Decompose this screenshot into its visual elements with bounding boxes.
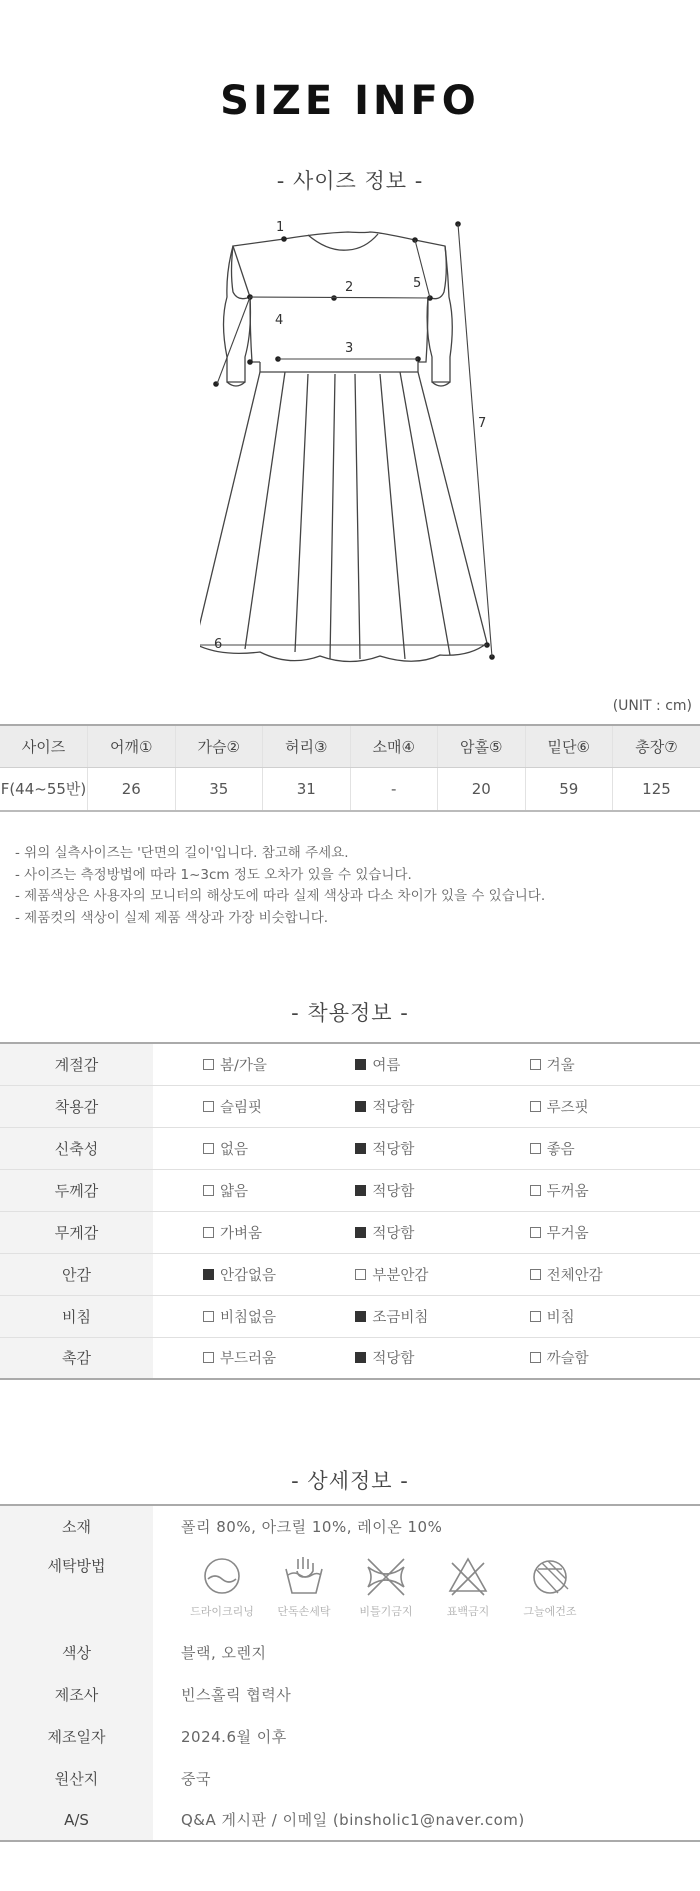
size-header-cell: 소매④ (350, 725, 438, 767)
fit-label: 비침 (0, 1295, 153, 1337)
detail-row-origin (0, 1757, 700, 1799)
fit-option (530, 1222, 589, 1243)
fit-option-cell (518, 1211, 700, 1253)
fit-row (0, 1295, 700, 1337)
fit-option (203, 1096, 262, 1117)
note-item: - 제품컷의 색상이 실제 제품 색상과 가장 비슷합니다. (15, 909, 329, 926)
fit-option-cell (153, 1337, 335, 1379)
fit-option (530, 1264, 603, 1285)
fit-label: 안감 (0, 1253, 153, 1295)
fit-option-label: 없음 (220, 1141, 249, 1158)
page-title: SIZE INFO (220, 78, 480, 124)
fit-option-cell (335, 1043, 517, 1085)
fit-option (355, 1222, 414, 1243)
size-section-heading: - 사이즈 정보 - (276, 169, 424, 193)
detail-row-color (0, 1631, 700, 1673)
unchecked-box-icon (530, 1059, 541, 1070)
fit-label: 신축성 (0, 1127, 153, 1169)
fit-option (203, 1306, 276, 1327)
fit-option-cell (518, 1253, 700, 1295)
fit-option-cell (518, 1295, 700, 1337)
fit-option (355, 1347, 414, 1368)
wash-caption: 단독손세탁 (277, 1605, 331, 1618)
detail-row-material (0, 1505, 700, 1547)
unchecked-box-icon (530, 1101, 541, 1112)
size-table-header (0, 725, 700, 767)
size-header-cell: 밑단⑥ (525, 725, 613, 767)
fit-option-cell (518, 1043, 700, 1085)
size-header-cell: 사이즈 (0, 725, 88, 767)
fit-row (0, 1043, 700, 1085)
fit-option (530, 1138, 575, 1159)
size-cell: 35 (175, 767, 263, 811)
fit-option-label: 적당함 (372, 1099, 415, 1116)
fit-option-label: 두꺼움 (546, 1183, 589, 1200)
wash-icons (153, 1547, 700, 1619)
fit-option-label: 슬림핏 (220, 1099, 263, 1116)
fit-option (203, 1347, 276, 1368)
unit-label: (UNIT : cm) (612, 698, 692, 714)
fit-option-cell (153, 1211, 335, 1253)
note-item: - 위의 실측사이즈는 '단면의 길이'입니다. 참고해 주세요. (15, 845, 349, 861)
fit-option (530, 1347, 589, 1368)
unchecked-box-icon (530, 1227, 541, 1238)
fit-row (0, 1211, 700, 1253)
fit-option (203, 1222, 262, 1243)
wash-item (263, 1555, 345, 1619)
fit-option-label: 적당함 (372, 1141, 415, 1158)
fit-row (0, 1253, 700, 1295)
fit-option-label: 겨울 (546, 1057, 575, 1074)
fit-option (355, 1096, 414, 1117)
wash-caption: 비틀기금지 (359, 1605, 413, 1618)
wash-item (509, 1555, 591, 1619)
fit-option (203, 1054, 267, 1075)
fit-option-label: 무거움 (546, 1225, 589, 1242)
dress-illustration (200, 212, 520, 682)
fit-option (530, 1054, 575, 1075)
shade-dry-icon (528, 1555, 572, 1597)
fit-option-cell (518, 1169, 700, 1211)
detail-row-date (0, 1715, 700, 1757)
checked-box-icon (355, 1101, 366, 1112)
fit-option-cell (518, 1085, 700, 1127)
detail-row-washing (0, 1547, 700, 1631)
unchecked-box-icon (203, 1311, 214, 1322)
fit-row (0, 1337, 700, 1379)
dry-clean-icon (200, 1555, 244, 1597)
no-wring-icon (364, 1555, 408, 1597)
wash-item (427, 1555, 509, 1619)
diagram-label-2: 2 (345, 280, 354, 295)
wash-item (345, 1555, 427, 1619)
size-cell: 59 (525, 767, 613, 811)
fit-row (0, 1085, 700, 1127)
diagram-label-1: 1 (276, 220, 285, 235)
fit-label: 계절감 (0, 1043, 153, 1085)
detail-section-heading: - 상세정보 - (291, 1469, 409, 1493)
size-table-row (0, 767, 700, 811)
fit-option-label: 부드러움 (220, 1351, 277, 1368)
hand-wash-icon (282, 1555, 326, 1597)
fit-option-label: 봄/가을 (220, 1057, 267, 1074)
size-cell: 125 (613, 767, 700, 811)
fit-option-cell (335, 1253, 517, 1295)
diagram-label-5: 5 (413, 276, 422, 291)
fit-option-cell (335, 1337, 517, 1379)
size-cell: 20 (438, 767, 526, 811)
detail-label: 소재 (0, 1505, 153, 1547)
fit-label: 촉감 (0, 1337, 153, 1379)
detail-label: 색상 (0, 1631, 153, 1673)
unchecked-box-icon (203, 1352, 214, 1363)
unchecked-box-icon (203, 1059, 214, 1070)
fit-option-label: 얇음 (220, 1183, 249, 1200)
fit-option (355, 1306, 428, 1327)
checked-box-icon (355, 1311, 366, 1322)
fit-label: 두께감 (0, 1169, 153, 1211)
checked-box-icon (355, 1143, 366, 1154)
fit-option-cell (518, 1337, 700, 1379)
diagram-label-7: 7 (478, 416, 487, 431)
unchecked-box-icon (530, 1311, 541, 1322)
wash-caption: 그늘에건조 (523, 1605, 577, 1618)
dress-measurement-diagram (200, 212, 520, 682)
unchecked-box-icon (530, 1185, 541, 1196)
fit-option (355, 1138, 414, 1159)
no-bleach-icon (446, 1555, 490, 1597)
fit-option-cell (153, 1127, 335, 1169)
diagram-label-4: 4 (275, 313, 284, 328)
detail-label: 원산지 (0, 1757, 153, 1799)
fit-option-label: 비침 (546, 1309, 575, 1326)
fit-option-label: 조금비침 (372, 1309, 429, 1326)
fit-option-label: 가벼움 (220, 1225, 263, 1242)
unchecked-box-icon (203, 1185, 214, 1196)
fit-option-cell (335, 1211, 517, 1253)
fit-option-label: 부분안감 (372, 1267, 429, 1284)
fit-option (530, 1096, 589, 1117)
fit-option-label: 적당함 (372, 1225, 415, 1242)
fit-label: 착용감 (0, 1085, 153, 1127)
size-cell: 26 (88, 767, 176, 811)
size-table (0, 724, 700, 812)
size-header-cell: 가슴② (175, 725, 263, 767)
fit-option (355, 1264, 428, 1285)
unchecked-box-icon (203, 1101, 214, 1112)
detail-value: 폴리 80%, 아크릴 10%, 레이온 10% (181, 1518, 443, 1536)
size-cell: F(44~55반) (0, 767, 88, 811)
detail-value: 2024.6월 이후 (181, 1727, 287, 1746)
fit-section-heading: - 착용정보 - (291, 1001, 409, 1025)
fit-option (203, 1180, 248, 1201)
size-header-cell: 암홀⑤ (438, 725, 526, 767)
fit-info-table (0, 1042, 700, 1380)
fit-option-label: 안감없음 (220, 1267, 277, 1284)
wash-item (181, 1555, 263, 1619)
size-header-cell: 어깨① (88, 725, 176, 767)
detail-value: 중국 (181, 1769, 211, 1788)
size-header-cell: 총장⑦ (613, 725, 700, 767)
fit-option (530, 1306, 575, 1327)
fit-option-label: 적당함 (372, 1183, 415, 1200)
fit-option (203, 1138, 248, 1159)
detail-row-maker (0, 1673, 700, 1715)
fit-option-cell (153, 1169, 335, 1211)
fit-row (0, 1127, 700, 1169)
fit-option-cell (335, 1295, 517, 1337)
unchecked-box-icon (355, 1269, 366, 1280)
unchecked-box-icon (530, 1269, 541, 1280)
size-cell: - (350, 767, 438, 811)
fit-option-cell (335, 1127, 517, 1169)
diagram-label-3: 3 (345, 341, 354, 356)
unchecked-box-icon (203, 1143, 214, 1154)
fit-option-cell (518, 1127, 700, 1169)
fit-row (0, 1169, 700, 1211)
detail-info-table (0, 1504, 700, 1842)
fit-option-label: 까슬함 (546, 1351, 589, 1368)
fit-option (355, 1180, 414, 1201)
fit-option-label: 좋음 (546, 1141, 575, 1158)
checked-box-icon (355, 1227, 366, 1238)
unchecked-box-icon (203, 1227, 214, 1238)
fit-option (203, 1264, 276, 1285)
detail-value: Q&A 게시판 / 이메일 (binsholic1@naver.com) (181, 1811, 525, 1829)
fit-option-cell (153, 1295, 335, 1337)
detail-label: 제조사 (0, 1673, 153, 1715)
checked-box-icon (203, 1269, 214, 1280)
wash-caption: 드라이크리닝 (190, 1605, 254, 1618)
fit-option-cell (335, 1169, 517, 1211)
fit-option-cell (153, 1085, 335, 1127)
detail-value: 블랙, 오렌지 (181, 1643, 267, 1662)
size-notes (15, 843, 545, 929)
checked-box-icon (355, 1059, 366, 1070)
fit-option (355, 1054, 400, 1075)
checked-box-icon (355, 1185, 366, 1196)
note-item: - 사이즈는 측정방법에 따라 1~3cm 정도 오차가 있을 수 있습니다. (15, 866, 412, 883)
fit-option-cell (335, 1085, 517, 1127)
fit-option (530, 1180, 589, 1201)
detail-label: A/S (0, 1799, 153, 1841)
fit-label: 무게감 (0, 1211, 153, 1253)
fit-option-cell (153, 1253, 335, 1295)
wash-caption: 표백금지 (446, 1605, 490, 1618)
unchecked-box-icon (530, 1352, 541, 1363)
fit-option-cell (153, 1043, 335, 1085)
fit-option-label: 적당함 (372, 1351, 415, 1368)
detail-row-as (0, 1799, 700, 1841)
detail-value: 빈스홀릭 협력사 (181, 1685, 292, 1704)
unchecked-box-icon (530, 1143, 541, 1154)
fit-option-label: 여름 (372, 1057, 401, 1074)
diagram-label-6: 6 (214, 637, 223, 652)
fit-option-label: 비침없음 (220, 1309, 277, 1326)
size-cell: 31 (263, 767, 351, 811)
detail-label: 세탁방법 (0, 1547, 153, 1631)
detail-label: 제조일자 (0, 1715, 153, 1757)
fit-option-label: 루즈핏 (546, 1099, 589, 1116)
checked-box-icon (355, 1352, 366, 1363)
fit-option-label: 전체안감 (546, 1267, 603, 1284)
size-header-cell: 허리③ (263, 725, 351, 767)
note-item: - 제품색상은 사용자의 모니터의 해상도에 따라 실제 색상과 다소 차이가 있을 수 있습니다. (15, 888, 546, 904)
